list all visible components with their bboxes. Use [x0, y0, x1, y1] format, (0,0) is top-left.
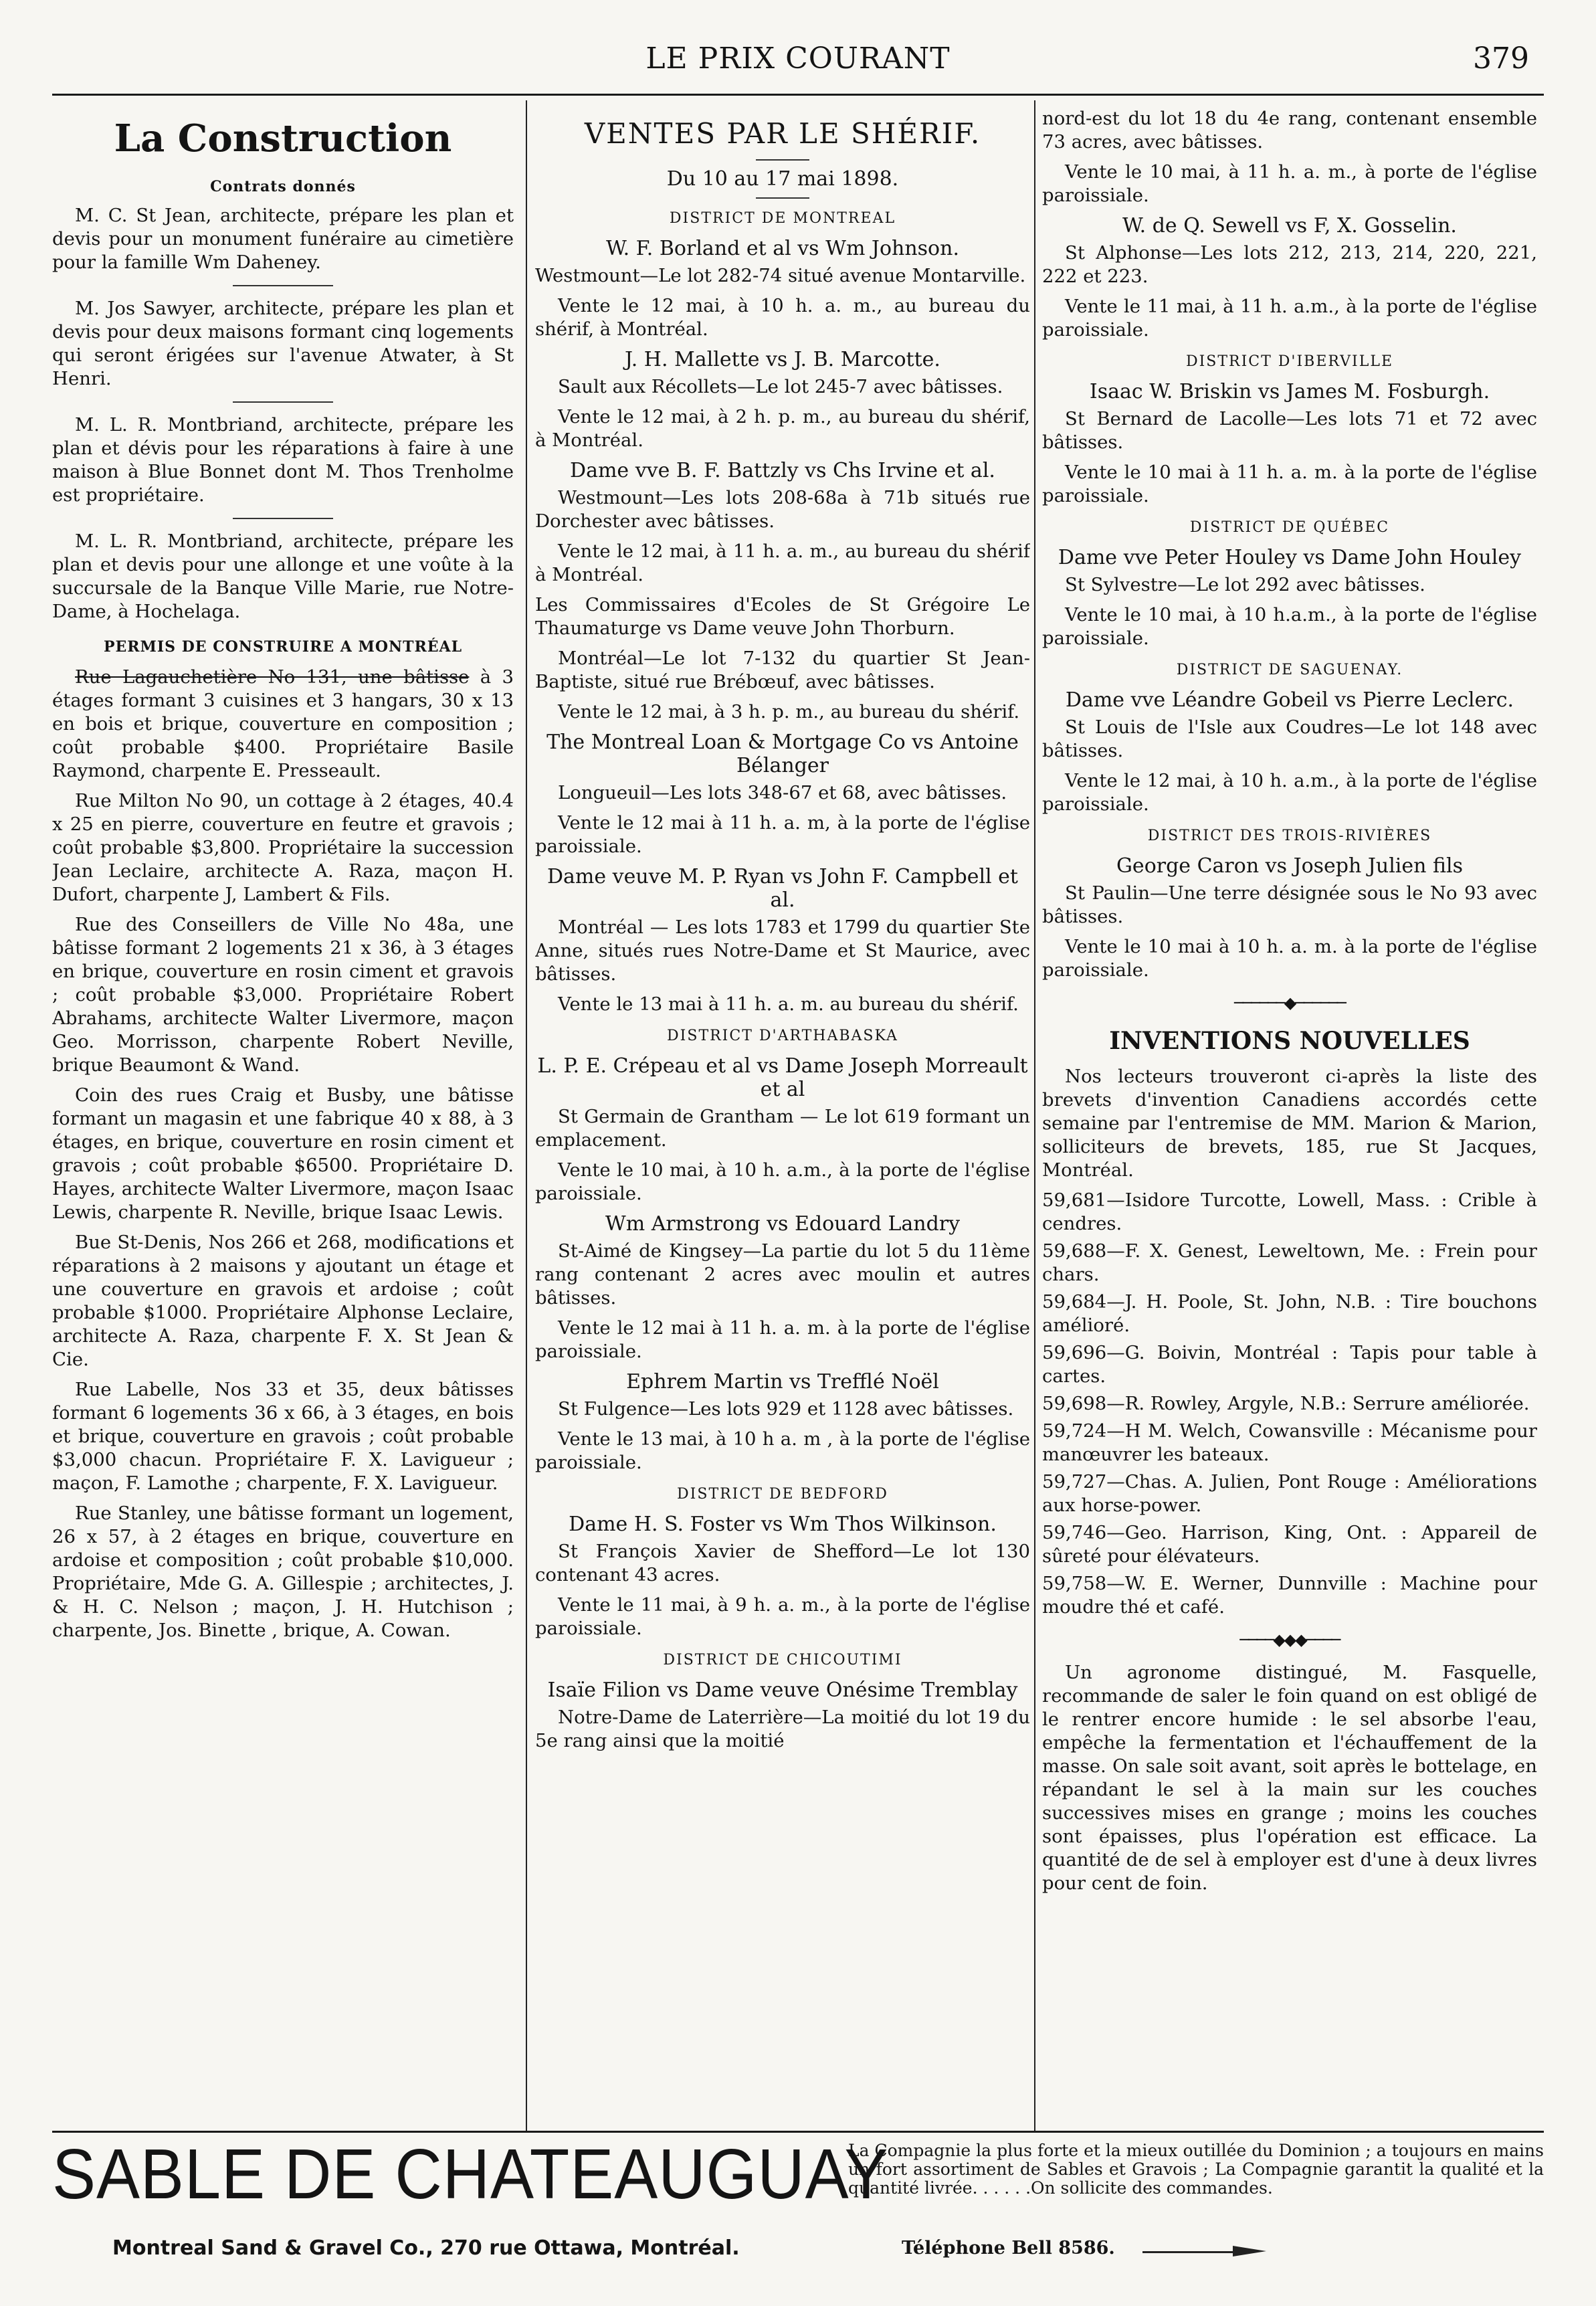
- property-text: Westmount—Les lots 208-68a à 71b situés rue Dorchester avec bâtisses.: [535, 487, 1030, 532]
- case-title: Dame vve B. F. Battzly vs Chs Irvine et al.: [570, 459, 995, 482]
- subheading-contrats: Contrats donnés: [210, 178, 356, 195]
- subheading-permis: PERMIS DE CONSTRUIRE A MONTRÉAL: [103, 638, 463, 656]
- sale-text: Vente le 13 mai à 11 h. a. m. au bureau du shérif.: [558, 993, 1019, 1015]
- separator: [233, 518, 333, 519]
- sale-text: Vente le 12 mai, à 10 h. a.m., à la porte de l'église paroissiale.: [1042, 770, 1537, 815]
- sale-text: Vente le 10 mai à 11 h. a. m. à la porte de l'église paroissiale.: [1042, 462, 1537, 506]
- property-text: St Sylvestre—Le lot 292 avec bâtisses.: [1065, 574, 1425, 595]
- property-text: St Louis de l'Isle aux Coudres—Le lot 148 avec bâtisses.: [1042, 716, 1537, 761]
- sale-text: Vente le 13 mai, à 10 h a. m , à la porte de l'église paroissiale.: [535, 1428, 1030, 1473]
- page-number: 379: [1473, 41, 1529, 76]
- column-ventes: [535, 107, 1030, 2127]
- case-title: George Caron vs Joseph Julien fils: [1116, 854, 1464, 878]
- section-heading-ventes: VENTES PAR LE SHÉRIF.: [584, 117, 981, 150]
- patent-item: 59,684—J. H. Poole, St. John, N.B. : Tire bouchons amélioré.: [1042, 1291, 1537, 1336]
- patent-item: 59,681—Isidore Turcotte, Lowell, Mass. : Crible à cendres.: [1042, 1189, 1537, 1234]
- agronome-paragraph: Un agronome distingué, M. Fasquelle, recommande de saler le foin quand on est obligé de le rentrer encore humide : le sel absorbe l'eau, empêche la fermentation et l'échauffement de la masse. On sale soit avant, soit après le bottelage, en répandant le sel à la main sur les couches successives mises en grange ; moins les couches sont épaisses, plus l'opération est efficace. La quantité de de sel à employer est d'une à deux livres pour cent de foin.: [1042, 1662, 1537, 1894]
- patent-item: 59,746—Geo. Harrison, King, Ont. : Appareil de sûreté pour élévateurs.: [1042, 1522, 1537, 1567]
- case-title: W. F. Borland et al vs Wm Johnson.: [606, 237, 959, 260]
- sale-text: Vente le 12 mai, à 10 h. a. m., au bureau du shérif, à Montréal.: [535, 295, 1030, 340]
- district-heading: DISTRICT DE MONTREAL: [669, 210, 896, 227]
- case-title: J. H. Mallette vs J. B. Marcotte.: [625, 348, 940, 371]
- ad-address: Montreal Sand & Gravel Co., 270 rue Ottawa, Montréal.: [112, 2236, 740, 2260]
- journal-title: LE PRIX COURANT: [645, 41, 951, 76]
- permis-item: Rue Labelle, Nos 33 et 35, deux bâtisses formant 6 logements 36 x 66, à 3 étages, en bois et brique, couverture en gravois ; coût probable $3,000 chacun. Propriétaire F. X. Lavigueur ; maçon, F. Lamothe ; charpente, F. X. Lavigueur.: [52, 1379, 514, 1494]
- permis-item: Coin des rues Craig et Busby, une bâtisse formant un magasin et une fabrique 40 x 88, à 3 étages, en brique, couverture en rosin ciment et gravois ; coût probable $6500. Propriétaire D. Hayes, architecte Walter Livermore, maçon Isaac Lewis, charpente R. Neville, brique Isaac Lewis.: [52, 1084, 514, 1223]
- separator: [756, 197, 809, 199]
- property-text: Montréal—Le lot 7-132 du quartier St Jean-Baptiste, situé rue Brébœuf, avec bâtisses.: [535, 648, 1030, 692]
- ornament-divider: ────◆◆◆────: [1239, 1630, 1340, 1649]
- sale-text: Vente le 12 mai, à 2 h. p. m., au bureau du shérif, à Montréal.: [535, 406, 1030, 451]
- district-heading: DISTRICT DE SAGUENAY.: [1176, 662, 1403, 678]
- property-text: St Paulin—Une terre désignée sous le No 93 avec bâtisses.: [1042, 882, 1537, 927]
- section-heading-inventions: INVENTIONS NOUVELLES: [1109, 1027, 1470, 1055]
- sale-text: Vente le 12 mai à 11 h. a. m. à la porte de l'église paroissiale.: [535, 1317, 1030, 1362]
- sale-text: Vente le 10 mai, à 11 h. a. m., à porte de l'église paroissiale.: [1042, 161, 1537, 206]
- separator: [233, 401, 333, 403]
- arrow-icon: [1233, 2246, 1266, 2256]
- permis-text: à 3 étages formant 3 cuisines et 3 hangars, 30 x 13 en bois et brique, couverture en composition ; coût probable $400. Propriétaire Basile Raymond, charpente E. Presseault.: [52, 666, 514, 781]
- patent-item: 59,688—F. X. Genest, Leweltown, Me. : Frein pour chars.: [1042, 1240, 1537, 1285]
- permis-item: [52, 666, 514, 783]
- case-title: L. P. E. Crépeau et al vs Dame Joseph Morreault et al: [537, 1054, 1028, 1101]
- district-heading: DISTRICT DES TROIS-RIVIÈRES: [1147, 828, 1432, 844]
- patent-item: 59,698—R. Rowley, Argyle, N.B.: Serrure améliorée.: [1042, 1393, 1530, 1414]
- property-text: Longueuil—Les lots 348-67 et 68, avec bâtisses.: [558, 782, 1007, 803]
- district-heading: DISTRICT D'IBERVILLE: [1185, 353, 1394, 370]
- column-divider-2: [1034, 100, 1035, 2131]
- sale-text: Vente le 12 mai à 11 h. a. m, à la porte de l'église paroissiale.: [535, 812, 1030, 857]
- inventions-intro: Nos lecteurs trouveront ci-après la liste des brevets d'invention Canadiens accordés cette semaine par l'entremise de MM. Marion & Marion, solliciteurs de brevets, 185, rue St Jacques, Montréal.: [1042, 1066, 1537, 1181]
- case-title: Dame H. S. Foster vs Wm Thos Wilkinson.: [569, 1513, 997, 1536]
- case-title: Isaïe Filion vs Dame veuve Onésime Tremblay: [547, 1678, 1018, 1702]
- property-text: St François Xavier de Shefford—Le lot 130 contenant 43 acres.: [535, 1541, 1030, 1586]
- permis-item: Rue Milton No 90, un cottage à 2 étages, 40.4 x 25 en pierre, couverture en feutre et gravois ; coût probable $3,800. Propriétaire la succession Jean Leclaire, architecte A. Raza, maçon H. Dufort, charpente J, Lambert & Fils.: [52, 790, 514, 905]
- advertisement: [52, 2137, 1544, 2271]
- patent-item: 59,758—W. E. Werner, Dunnville : Machine pour moudre thé et café.: [1042, 1573, 1537, 1618]
- property-text: St-Aimé de Kingsey—La partie du lot 5 du 11ème rang contenant 2 acres avec moulin et autres bâtisses.: [535, 1240, 1030, 1309]
- case-title: Wm Armstrong vs Edouard Landry: [605, 1212, 961, 1236]
- contrat-item: M. L. R. Montbriand, architecte, prépare les plan et dévis pour les réparations à faire à une maison à Blue Bonnet dont M. Thos Trenholme est propriétaire.: [52, 414, 514, 506]
- sale-text: Vente le 11 mai, à 9 h. a. m., à la porte de l'église paroissiale.: [535, 1594, 1030, 1639]
- case-title: Dame vve Léandre Gobeil vs Pierre Leclerc.: [1065, 688, 1514, 712]
- permis-struck-text: Rue Lagauchetière No 131, une bâtisse: [75, 666, 470, 688]
- header-rule: [52, 94, 1544, 96]
- property-text: Notre-Dame de Laterrière—La moitié du lot 19 du 5e rang ainsi que la moitié: [535, 1707, 1030, 1751]
- ad-blurb: La Compagnie la plus forte et la mieux outillée du Dominion ; a toujours en mains un fort assortiment de Sables et Gravois ; La Compagnie garantit la qualité et la quantité livrée. . . . . .On sollicite des commandes.: [848, 2141, 1544, 2198]
- contrat-item: M. L. R. Montbriand, architecte, prépare les plan et devis pour une allonge et une voûte à la succursale de la Banque Ville Marie, rue Notre-Dame, à Hochelaga.: [52, 531, 514, 622]
- case-title: Dame vve Peter Houley vs Dame John Houley: [1058, 546, 1522, 569]
- property-text: Westmount—Le lot 282-74 situé avenue Montarville.: [535, 265, 1026, 286]
- case-title: W. de Q. Sewell vs F, X. Gosselin.: [1122, 214, 1457, 237]
- district-heading: DISTRICT D'ARTHABASKA: [667, 1028, 898, 1044]
- case-title: Isaac W. Briskin vs James M. Fosburgh.: [1089, 380, 1490, 403]
- sale-text: Vente le 12 mai, à 3 h. p. m., au bureau du shérif.: [558, 701, 1020, 723]
- case-title: Ephrem Martin vs Trefflé Noël: [626, 1370, 939, 1394]
- patent-item: 59,727—Chas. A. Julien, Pont Rouge : Améliorations aux horse-power.: [1042, 1471, 1537, 1516]
- sale-text: Vente le 12 mai, à 11 h. a. m., au bureau du shérif à Montréal.: [535, 541, 1030, 585]
- ornament-divider: ──────◆──────: [1234, 993, 1345, 1012]
- district-heading: DISTRICT DE BEDFORD: [677, 1486, 888, 1503]
- column-divider-1: [526, 100, 527, 2131]
- footer-rule: [52, 2131, 1544, 2133]
- property-text: St Alphonse—Les lots 212, 213, 214, 220, 221, 222 et 223.: [1042, 242, 1537, 287]
- sale-text: Vente le 11 mai, à 11 h. a.m., à la porte de l'église paroissiale.: [1042, 296, 1537, 341]
- property-text: St Bernard de Lacolle—Les lots 71 et 72 avec bâtisses.: [1042, 408, 1537, 453]
- district-heading: DISTRICT DE QUÉBEC: [1189, 519, 1390, 536]
- case-title: Les Commissaires d'Ecoles de St Grégoire Le Thaumaturge vs Dame veuve John Thorburn.: [535, 594, 1030, 639]
- sale-dates: Du 10 au 17 mai 1898.: [666, 167, 899, 191]
- patent-item: 59,724—H M. Welch, Cowansville : Mécanisme pour manœuvrer les bateaux.: [1042, 1420, 1537, 1465]
- separator: [756, 159, 809, 161]
- permis-item: Rue des Conseillers de Ville No 48a, une bâtisse formant 2 logements 21 x 36, à 3 étages en brique, couverture en rosin ciment et gravois ; coût probable $3,000. Propriétaire Robert Abrahams, architecte Walter Livermore, maçon Geo. Morrisson, charpente Robert Neville, brique Beaumont & Wand.: [52, 914, 514, 1076]
- contrat-item: M. C. St Jean, architecte, prépare les plan et devis pour un monument funéraire au cimetière pour la famille Wm Daheney.: [52, 205, 514, 273]
- case-title: Dame veuve M. P. Ryan vs John F. Campbell et al.: [546, 865, 1018, 912]
- permis-item: Rue Stanley, une bâtisse formant un logement, 26 x 57, à 2 étages en brique, couverture en ardoise et composition ; coût probable $10,000. Propriétaire, Mde G. A. Gillespie ; architectes, J. & H. C. Nelson ; maçon, J. H. Hutchison ; charpente, Jos. Binette , brique, A. Cowan.: [52, 1503, 514, 1641]
- patent-item: 59,696—G. Boivin, Montréal : Tapis pour table à cartes.: [1042, 1342, 1537, 1387]
- case-title: The Montreal Loan & Mortgage Co vs Antoine Bélanger: [546, 731, 1019, 777]
- sale-text: Vente le 10 mai, à 10 h.a.m., à la porte de l'église paroissiale.: [1042, 604, 1537, 649]
- property-text: Montréal — Les lots 1783 et 1799 du quartier Ste Anne, situés rues Notre-Dame et St Maurice, avec bâtisses.: [535, 917, 1030, 985]
- contrat-item: M. Jos Sawyer, architecte, prépare les plan et devis pour deux maisons formant cinq logements qui seront érigées sur l'avenue Atwater, à St Henri.: [52, 298, 514, 389]
- section-heading-construction: La Construction: [114, 116, 452, 161]
- column-construction: [52, 107, 514, 2127]
- separator: [233, 285, 333, 286]
- property-text: St Germain de Grantham — Le lot 619 formant un emplacement.: [535, 1106, 1030, 1151]
- ad-telephone: Téléphone Bell 8586.: [902, 2238, 1115, 2259]
- property-text: Sault aux Récollets—Le lot 245-7 avec bâtisses.: [558, 376, 1003, 397]
- telephone-rule: [1142, 2251, 1236, 2253]
- sale-text: Vente le 10 mai, à 10 h. a.m., à la porte de l'église paroissiale.: [535, 1159, 1030, 1204]
- sale-text: Vente le 10 mai à 10 h. a. m. à la porte de l'église paroissiale.: [1042, 936, 1537, 981]
- page-header: [0, 41, 1596, 82]
- ad-brand: SABLE DE CHATEAUGUAY: [52, 2135, 889, 2214]
- permis-item: Bue St-Denis, Nos 266 et 268, modifications et réparations à 2 maisons y ajoutant un étage et une couverture en gravois et ardoise ; coût probable $1000. Propriétaire Alphonse Leclaire, architecte A. Raza, charpente F. X. St Jean & Cie.: [52, 1232, 514, 1370]
- property-text: nord-est du lot 18 du 4e rang, contenant ensemble 73 acres, avec bâtisses.: [1042, 108, 1537, 153]
- column-ventes-suite: [1042, 107, 1537, 2127]
- property-text: St Fulgence—Les lots 929 et 1128 avec bâtisses.: [558, 1398, 1014, 1420]
- district-heading: DISTRICT DE CHICOUTIMI: [663, 1652, 902, 1668]
